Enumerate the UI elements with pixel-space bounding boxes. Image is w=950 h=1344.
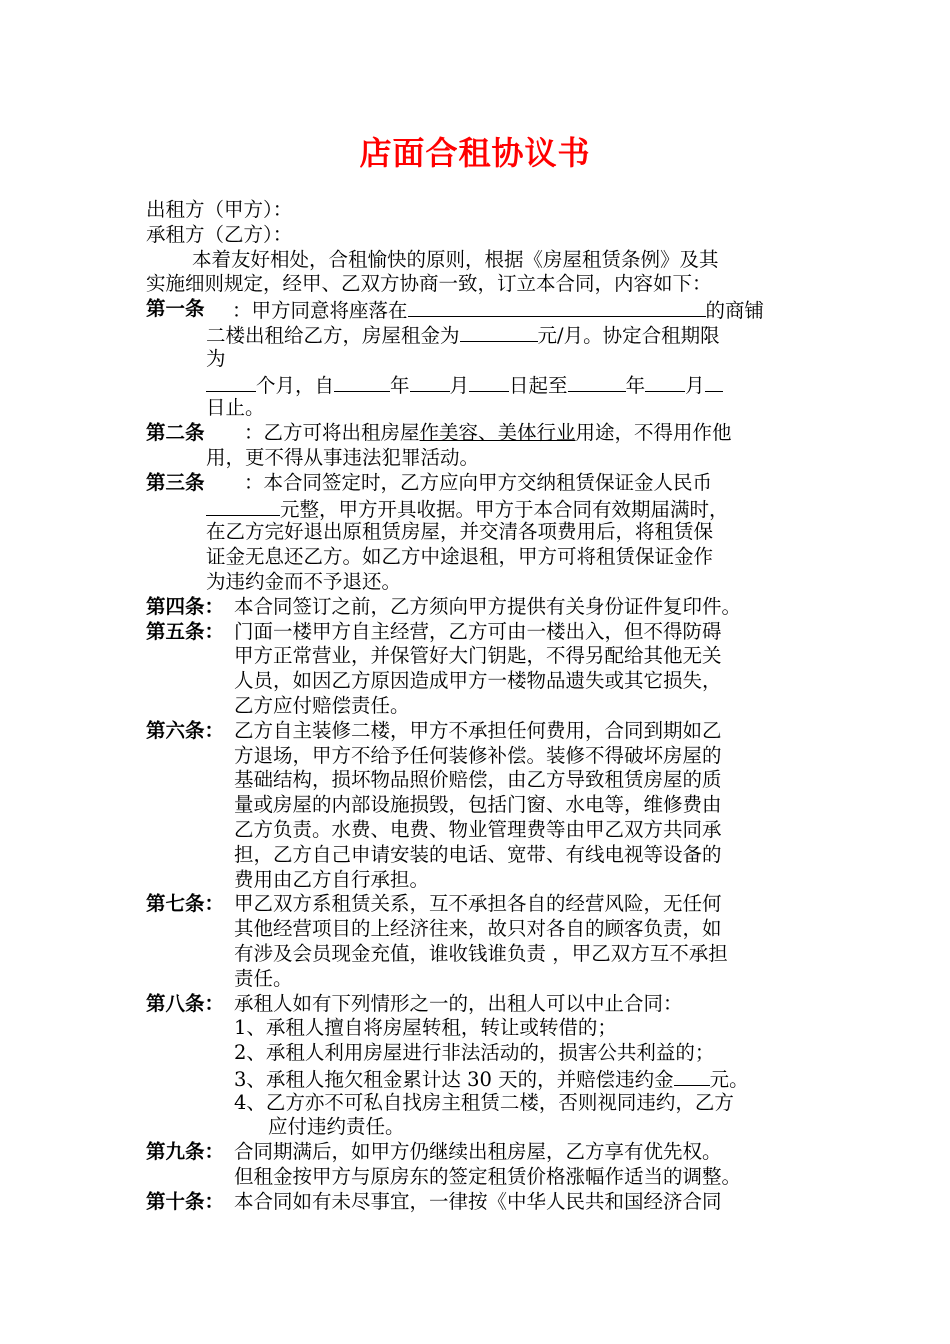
article-2-label: 第二条 [146, 421, 205, 445]
article-9-text: 合同期满后，如甲方仍继续出租房屋，乙方享有优先权。 [234, 1140, 722, 1164]
article-1-line-5: 日止。 [206, 396, 265, 420]
article-8-item-1: 1、承租人擅自将房屋转租，转让或转借的； [234, 1016, 617, 1040]
article-3-deposit-text: 元整，甲方开具收据。甲方于本合同有效期届满时， [280, 497, 729, 521]
article-5 [146, 620, 812, 645]
year-text: 年 [390, 373, 410, 397]
article-8-item-4: 4、乙方亦不可私自找房主租赁二楼，否则视同违约，乙方 [234, 1090, 734, 1114]
article-1-line-3: 为 [206, 346, 226, 370]
article-6-line-4: 量或房屋的内部设施损毁，包括门窗、水电等，维修费由 [234, 793, 722, 817]
article-1-rent-unit: 元/月。协定合租期限 [537, 323, 720, 347]
article-7-text: 甲乙双方系租赁关系，互不承担各自的经营风险，无任何 [234, 892, 722, 916]
article-10-label: 第十条： [146, 1189, 225, 1213]
article-5-text: 门面一楼甲方自主经营，乙方可由一楼出入，但不得防碍 [234, 619, 722, 643]
article-6-line-3: 基础结构，损坏物品照价赔偿，由乙方导致租赁房屋的质 [234, 768, 722, 792]
start-year-blank [334, 372, 390, 392]
article-3-line-3: 在乙方完好退出原租赁房屋，并交清各项费用后，将租赁保 [206, 520, 714, 544]
article-2 [146, 421, 812, 446]
end-month-text: 月 [685, 373, 705, 397]
article-6-text: 乙方自主装修二楼，甲方不承担任何费用，合同到期如乙 [234, 718, 722, 742]
end-day-blank [705, 372, 723, 392]
article-7-label: 第七条： [146, 892, 225, 916]
article-9 [146, 1140, 812, 1165]
article-4 [146, 595, 812, 620]
end-month-blank [645, 372, 685, 392]
rent-blank [460, 322, 538, 342]
article-3 [146, 471, 812, 496]
article-7-line-3: 有涉及会员现金充值，谁收钱谁负责 ，甲乙双方互不承担 [234, 941, 728, 965]
article-7-line-4: 责任。 [234, 966, 293, 990]
month-text: 月 [449, 373, 470, 397]
end-year-text: 年 [625, 373, 646, 397]
article-1-text: ：甲方同意将座落在 [232, 299, 408, 323]
article-7 [146, 892, 812, 917]
article-8-item-3 [146, 1066, 812, 1091]
article-6-label: 第六条： [146, 718, 225, 742]
start-day-blank [469, 372, 509, 392]
article-1-line-2 [146, 322, 812, 347]
deposit-blank [206, 496, 280, 516]
article-2-line-2: 用，更不得从事违法犯罪活动。 [206, 445, 480, 469]
article-1-text-end: 的商铺 [705, 299, 765, 323]
article-2-text-end: 用途，不得用作他 [575, 421, 732, 445]
article-1 [146, 297, 812, 322]
article-4-label: 第四条： [146, 594, 225, 618]
article-6-line-6: 担，乙方自己申请安装的电话、宽带、有线电视等设备的 [234, 842, 722, 866]
article-8-item-4-line-2: 应付违约责任。 [268, 1115, 405, 1139]
article-9-label: 第九条： [146, 1140, 225, 1164]
article-8-item-2: 2、承租人利用房屋进行非法活动的，损害公共利益的； [234, 1041, 715, 1065]
article-10-text: 本合同如有未尽事宜，一律按《中华人民共和国经济合同 [234, 1189, 722, 1213]
article-1-rent-text: 二楼出租给乙方，房屋租金为 [206, 323, 460, 347]
start-to-text: 日起至 [509, 373, 568, 397]
article-6-line-7: 费用由乙方自行承担。 [234, 867, 430, 891]
article-6 [146, 719, 812, 744]
location-blank [408, 297, 706, 317]
article-6-line-2: 方退场，甲方不给予任何装修补偿。装修不得破坏房屋的 [234, 743, 722, 767]
article-7-line-2: 其他经营项目的上经济往来，故只对各自的顾客负责，如 [234, 917, 722, 941]
article-8-item-3-text: 3、承租人拖欠租金累计达 30 天的，并赔偿违约金 [234, 1067, 674, 1091]
document-body [146, 198, 812, 1215]
article-5-line-2: 甲方正常营业，并保管好大门钥匙，不得另配给其他无关 [234, 644, 722, 668]
article-3-label: 第三条 [146, 470, 205, 494]
article-3-line-5: 为违约金而不予退还。 [206, 569, 402, 593]
article-3-line-4: 证金无息还乙方。如乙方中途退租，甲方可将租赁保证金作 [206, 545, 714, 569]
article-10 [146, 1190, 812, 1215]
article-5-line-3: 人员，如因乙方原因造成甲方一楼物品遗失或其它损失， [234, 669, 722, 693]
article-3-line-2 [146, 496, 812, 521]
document-title: 店面合租协议书 [359, 134, 591, 172]
months-text: 个月，自 [256, 373, 335, 397]
article-2-text: ：乙方可将出租房屋 [244, 421, 420, 445]
article-5-label: 第五条： [146, 619, 225, 643]
months-blank [206, 372, 256, 392]
preamble-line-1: 本着友好相处，合租愉快的原则，根据《房屋租赁条例》及其 [192, 247, 719, 271]
lessor-line: 出租方（甲方）： [146, 198, 293, 221]
article-8-label: 第八条： [146, 991, 225, 1015]
start-month-blank [410, 372, 450, 392]
penalty-blank [674, 1066, 710, 1086]
end-year-blank [568, 372, 626, 392]
article-8 [146, 992, 812, 1017]
article-9-line-2: 但租金按甲方与原房东的签定租赁价格涨幅作适当的调整。 [234, 1165, 742, 1189]
article-4-text: 本合同签订之前，乙方须向甲方提供有关身份证件复印件。 [234, 594, 742, 618]
article-3-text: ：本合同签定时，乙方应向甲方交纳租赁保证金人民币 [244, 470, 713, 494]
article-8-text: 承租人如有下列情形之一的，出租人可以中止合同： [234, 991, 683, 1015]
article-8-item-3-unit: 元。 [709, 1067, 749, 1091]
article-6-line-5: 乙方负责。水费、电费、物业管理费等由甲乙双方共同承 [234, 817, 722, 841]
article-5-line-4: 乙方应付赔偿责任。 [234, 693, 410, 717]
preamble-line-2: 实施细则规定，经甲、乙双方协商一致，订立本合同，内容如下： [146, 272, 712, 296]
usage-underlined: 作美容、美体行业 [419, 421, 576, 445]
lessee-line: 承租方（乙方）： [146, 222, 293, 246]
article-1-line-4 [146, 372, 812, 397]
article-1-label: 第一条 [146, 297, 205, 321]
